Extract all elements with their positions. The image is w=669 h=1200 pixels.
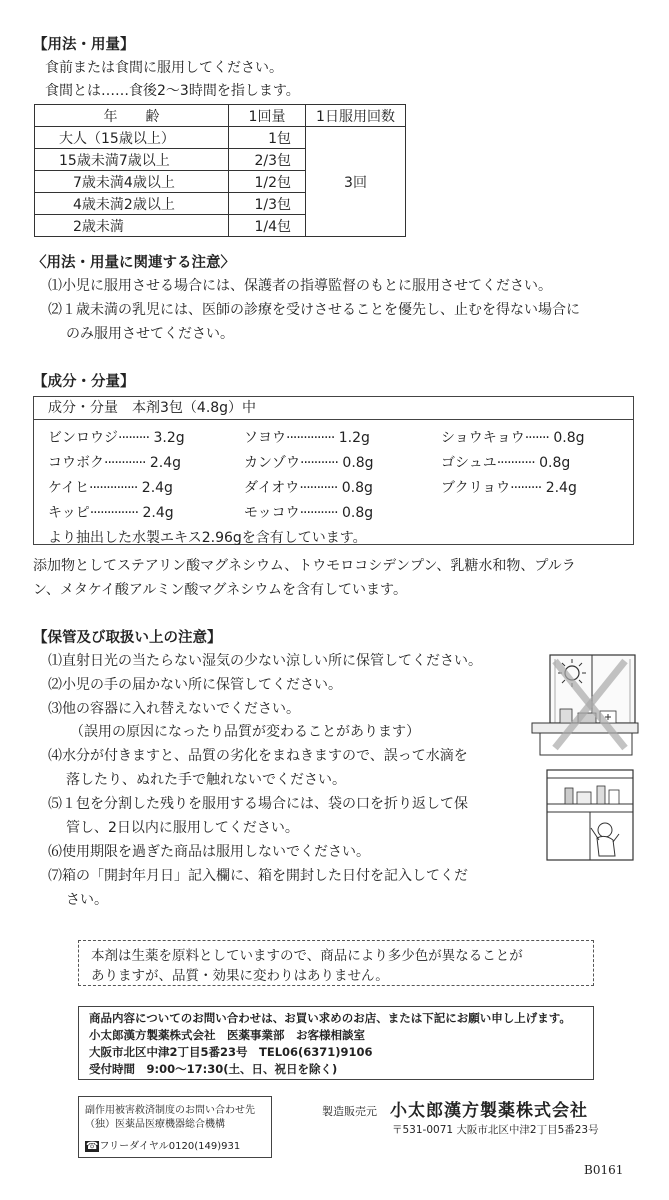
ingredient-row — [48, 424, 633, 449]
contact-line-3: 大阪市北区中津2丁目5番23号 TEL06(6371)9106 — [89, 1045, 373, 1059]
storage-line: （誤用の原因になったり品質が変わることがあります） — [70, 724, 420, 740]
ingredients-box — [33, 396, 634, 545]
storage-line: ⑴直射日光の当たらない湿気の少ない涼しい所に保管してください。 — [48, 653, 482, 669]
ingredient-item: ケイヒ·············· 2.4g — [48, 479, 173, 496]
dosage-age: 大人（15歳以上） — [35, 127, 229, 149]
ingredient-item: キッピ·············· 2.4g — [48, 504, 174, 521]
additives-line-2: ン、メタケイ酸アルミン酸マグネシウムを含有しています。 — [33, 582, 407, 598]
usage-line-1: 食前または食間に服用してください。 — [45, 60, 283, 76]
notice-line-2: ありますが、品質・効果に変わりはありません。 — [91, 968, 389, 984]
child-reach-illustration — [545, 768, 635, 863]
additives-line-1: 添加物としてステアリン酸マグネシウム、トウモロコシデンプン、乳糖水和物、プルラ — [33, 558, 576, 574]
dosage-amount: 1/3包 — [229, 193, 306, 215]
dosage-age: 2歳未満 — [35, 215, 229, 237]
usage-notes-heading: 〈用法・用量に関連する注意〉 — [32, 255, 235, 271]
relief-box — [78, 1096, 272, 1158]
sunlight-warning-illustration — [530, 653, 640, 758]
usage-line-2: 食間とは……食後2〜3時間を指します。 — [45, 83, 300, 99]
dosage-age: 7歳未満4歳以上 — [35, 171, 229, 193]
ingredient-item: モッコウ··········· 0.8g — [244, 504, 374, 521]
storage-line: 落したり、ぬれた手で触れないでください。 — [66, 772, 346, 788]
contact-line-2: 小太郎漢方製薬株式会社 医薬事業部 お客様相談室 — [89, 1028, 365, 1042]
ingredient-extract: より抽出した水製エキス2.96gを含有しています。 — [48, 529, 367, 546]
usage-heading: 【用法・用量】 — [33, 37, 135, 53]
relief-line-1: 副作用被害救済制度のお問い合わせ先 — [85, 1105, 255, 1116]
dosage-daily: 3回 — [306, 127, 406, 237]
document-code: B0161 — [584, 1163, 624, 1177]
storage-line: ⑷水分が付きますと、品質の劣化をまねきますので、誤って水滴を — [48, 748, 468, 764]
ingredients-box-title: 成分・分量 本剤3包（4.8g）中 — [34, 397, 633, 420]
storage-line: さい。 — [66, 892, 108, 908]
ingredients-list — [34, 420, 633, 549]
dosage-header-dose: 1回量 — [229, 105, 306, 127]
contact-box — [78, 1006, 594, 1080]
ingredient-item: ビンロウジ········· 3.2g — [48, 429, 185, 446]
notice-box — [78, 940, 594, 986]
relief-line-2: （独）医薬品医療機器総合機構 — [85, 1119, 225, 1130]
ingredient-item: ゴシュユ··········· 0.8g — [441, 454, 571, 471]
usage-note-2: ⑵１歳未満の乳児には、医師の診療を受けさせることを優先し、止むを得ない場合に — [48, 302, 580, 318]
ingredient-row — [48, 449, 633, 474]
dosage-header-age: 年 齢 — [35, 105, 229, 127]
relief-line-3 — [85, 1137, 240, 1152]
contact-line-1: 商品内容についてのお問い合わせは、お買い求めのお店、または下記にお願い申し上げます。 — [89, 1011, 571, 1025]
storage-line: ⑸１包を分割した残りを服用する場合には、袋の口を折り返して保 — [48, 796, 468, 812]
storage-line: ⑺箱の「開封年月日」記入欄に、箱を開封した日付を記入してくだ — [48, 868, 468, 884]
dosage-amount: 1/2包 — [229, 171, 306, 193]
ingredients-heading: 【成分・分量】 — [33, 374, 135, 390]
ingredient-item: ダイオウ··········· 0.8g — [244, 479, 373, 496]
ingredient-item: コウボク············ 2.4g — [48, 454, 182, 471]
free-dial-number: フリーダイヤル0120(149)931 — [99, 1141, 241, 1152]
dosage-amount: 1/4包 — [229, 215, 306, 237]
maker-label: 製造販売元 — [322, 1105, 377, 1118]
maker-name: 小太郎漢方製薬株式会社 — [390, 1101, 588, 1121]
storage-line: ⑶他の容器に入れ替えないでください。 — [48, 701, 300, 717]
storage-line: ⑹使用期限を過ぎた商品は服用しないでください。 — [48, 844, 370, 860]
dosage-header-daily: 1日服用回数 — [306, 105, 406, 127]
contact-line-4: 受付時間 9:00〜17:30(土、日、祝日を除く) — [89, 1062, 338, 1076]
ingredient-item: ショウキョウ······· 0.8g — [441, 429, 585, 446]
storage-line: 管し、2日以内に服用してください。 — [66, 820, 299, 836]
storage-line: ⑵小児の手の届かない所に保管してください。 — [48, 677, 342, 693]
maker-address: 〒531-0071 大阪市北区中津2丁目5番23号 — [392, 1124, 599, 1136]
ingredient-row — [48, 499, 633, 524]
usage-note-2-cont: のみ服用させてください。 — [66, 326, 234, 342]
dosage-amount: 1包 — [229, 127, 306, 149]
ingredient-item: ソヨウ·············· 1.2g — [244, 429, 370, 446]
free-dial-icon: ☎ — [86, 1141, 99, 1152]
ingredient-item: ブクリョウ········· 2.4g — [441, 479, 577, 496]
notice-line-1: 本剤は生薬を原料としていますので、商品により多少色が異なることが — [91, 948, 523, 964]
dosage-table — [34, 104, 406, 237]
dosage-age: 15歳未満7歳以上 — [35, 149, 229, 171]
storage-heading: 【保管及び取扱い上の注意】 — [33, 630, 222, 646]
ingredient-row — [48, 474, 633, 499]
ingredient-item: カンゾウ··········· 0.8g — [244, 454, 374, 471]
usage-note-1: ⑴小児に服用させる場合には、保護者の指導監督のもとに服用させてください。 — [48, 278, 552, 294]
dosage-age: 4歳未満2歳以上 — [35, 193, 229, 215]
dosage-amount: 2/3包 — [229, 149, 306, 171]
